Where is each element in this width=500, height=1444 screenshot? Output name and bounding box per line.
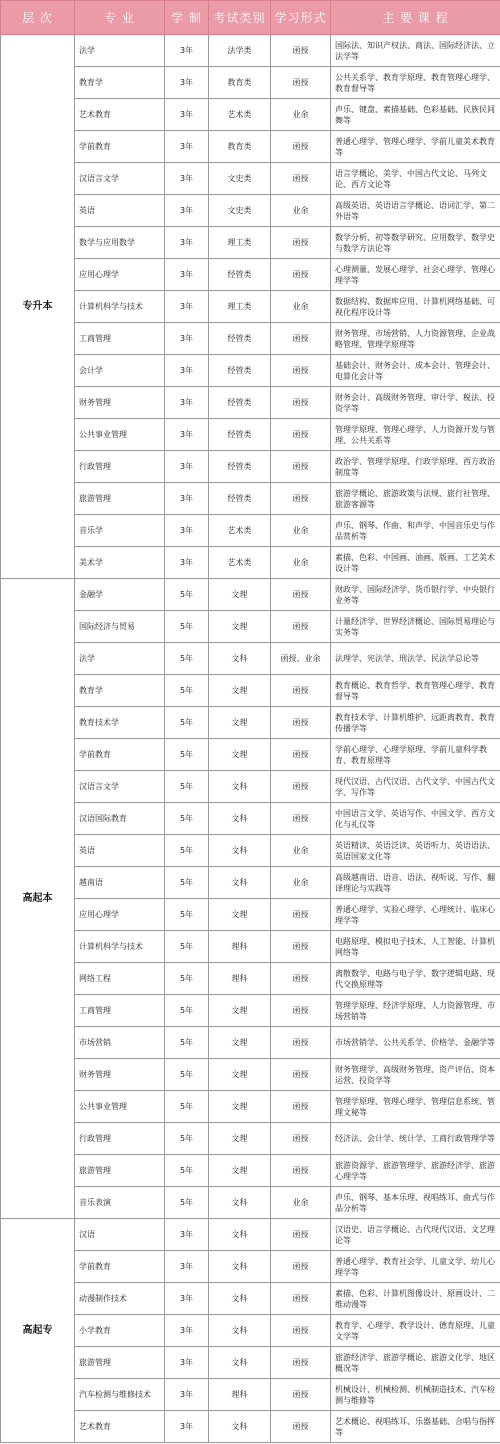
study-mode-cell: 函授 (271, 995, 331, 1027)
major-cell: 艺术教育 (75, 1411, 165, 1443)
duration-cell: 5年 (165, 803, 209, 835)
major-cell: 学前教育 (75, 739, 165, 771)
table-row (1, 451, 500, 483)
major-cell: 网络工程 (75, 963, 165, 995)
major-cell: 法学 (75, 35, 165, 67)
study-mode-cell: 业余 (271, 547, 331, 579)
courses-cell: 艺术概论、视唱练耳、乐器基础、合唱与指挥等 (331, 1411, 500, 1443)
courses-cell: 普通心理学、实验心理学、心理统计、临床心理学等 (331, 899, 500, 931)
study-mode-cell: 业余 (271, 835, 331, 867)
study-mode-cell: 函授 (271, 579, 331, 611)
table-row (1, 1251, 500, 1283)
major-cell: 旅游管理 (75, 1347, 165, 1379)
exam-category-cell: 文理 (209, 1123, 271, 1155)
duration-cell: 3年 (165, 547, 209, 579)
duration-cell: 5年 (165, 1091, 209, 1123)
courses-cell: 财务管理学、高级财务管理、资产评估、资本运营、投资学等 (331, 1059, 500, 1091)
exam-category-cell: 经管类 (209, 387, 271, 419)
courses-cell: 电路原理、模拟电子技术、人工智能、计算机网络等 (331, 931, 500, 963)
courses-cell: 素描、色彩、中国画、油画、版画、工艺美术设计等 (331, 547, 500, 579)
duration-cell: 3年 (165, 259, 209, 291)
duration-cell: 5年 (165, 1155, 209, 1187)
exam-category-cell: 经管类 (209, 483, 271, 515)
exam-category-cell: 教育类 (209, 131, 271, 163)
exam-category-cell: 文科 (209, 1347, 271, 1379)
table-row (1, 771, 500, 803)
table-row (1, 387, 500, 419)
study-mode-cell: 函授 (271, 899, 331, 931)
major-cell: 学前教育 (75, 131, 165, 163)
courses-cell: 基础会计、财务会计、成本会计、管理会计、电算化会计等 (331, 355, 500, 387)
major-cell: 法学 (75, 643, 165, 675)
duration-cell: 3年 (165, 35, 209, 67)
exam-category-cell: 文理 (209, 579, 271, 611)
courses-cell: 旅游资源学、旅游管理学、旅游经济学、旅游心理学等 (331, 1155, 500, 1187)
study-mode-cell: 函授 (271, 1027, 331, 1059)
major-cell: 旅游管理 (75, 1155, 165, 1187)
study-mode-cell: 业余 (271, 867, 331, 899)
duration-cell: 3年 (165, 195, 209, 227)
table-row (1, 995, 500, 1027)
major-cell: 旅游管理 (75, 483, 165, 515)
duration-cell: 5年 (165, 899, 209, 931)
exam-category-cell: 文科 (209, 835, 271, 867)
study-mode-cell: 函授、业余 (271, 643, 331, 675)
duration-cell: 3年 (165, 1379, 209, 1411)
exam-category-cell: 文理 (209, 1027, 271, 1059)
duration-cell: 5年 (165, 931, 209, 963)
exam-category-cell: 文理 (209, 707, 271, 739)
major-cell: 行政管理 (75, 1123, 165, 1155)
study-mode-cell: 函授 (271, 803, 331, 835)
duration-cell: 3年 (165, 355, 209, 387)
exam-category-cell: 文科 (209, 1315, 271, 1347)
table-row (1, 643, 500, 675)
exam-category-cell: 法学类 (209, 35, 271, 67)
header-study-mode: 学习形式 (271, 1, 331, 35)
table-row (1, 1347, 500, 1379)
major-cell: 数学与应用数学 (75, 227, 165, 259)
courses-cell: 财务会计、高级财务管理、审计学、税法、投资学等 (331, 387, 500, 419)
major-cell: 艺术教育 (75, 99, 165, 131)
courses-cell: 现代汉语、古代汉语、古代文学、中国古代文学、写作等 (331, 771, 500, 803)
duration-cell: 3年 (165, 131, 209, 163)
header-main-courses: 主 要 课 程 (331, 1, 500, 35)
exam-category-cell: 理科 (209, 963, 271, 995)
courses-cell: 旅游学概论、旅游政策与法规、旅行社管理、旅游客源等 (331, 483, 500, 515)
table-row (1, 1123, 500, 1155)
study-mode-cell: 函授 (271, 1379, 331, 1411)
study-mode-cell: 函授 (271, 771, 331, 803)
major-cell: 公共事业管理 (75, 419, 165, 451)
study-mode-cell: 函授 (271, 1251, 331, 1283)
exam-category-cell: 文理 (209, 899, 271, 931)
table-row (1, 739, 500, 771)
study-mode-cell: 函授 (271, 1315, 331, 1347)
courses-cell: 汉语史、语言学概论、古代现代汉语、文艺理论等 (331, 1219, 500, 1251)
exam-category-cell: 经管类 (209, 323, 271, 355)
study-mode-cell: 函授 (271, 163, 331, 195)
major-cell: 应用心理学 (75, 259, 165, 291)
duration-cell: 5年 (165, 579, 209, 611)
exam-category-cell: 经管类 (209, 419, 271, 451)
study-mode-cell: 函授 (271, 1059, 331, 1091)
courses-cell: 法理学、宪法学、刑法学、民法学总论等 (331, 643, 500, 675)
courses-cell: 心理测量、发展心理学、社会心理学、管理心理学等 (331, 259, 500, 291)
major-cell: 美术学 (75, 547, 165, 579)
major-cell: 汉语言文学 (75, 163, 165, 195)
major-cell: 国际经济与贸易 (75, 611, 165, 643)
study-mode-cell: 函授 (271, 483, 331, 515)
exam-category-cell: 文理 (209, 1091, 271, 1123)
table-row (1, 195, 500, 227)
table-row (1, 323, 500, 355)
duration-cell: 3年 (165, 1251, 209, 1283)
table-row (1, 1187, 500, 1219)
major-cell: 英语 (75, 195, 165, 227)
study-mode-cell: 函授 (271, 1347, 331, 1379)
major-cell: 英语 (75, 835, 165, 867)
table-row (1, 547, 500, 579)
courses-cell: 学前心理学、心理学原理、学前儿童科学教育、教育原理等 (331, 739, 500, 771)
table-row (1, 835, 500, 867)
courses-cell: 机械设计、机械检测、机械制造技术、汽车检测与维修等 (331, 1379, 500, 1411)
study-mode-cell: 函授 (271, 1283, 331, 1315)
study-mode-cell: 函授 (271, 739, 331, 771)
table-row (1, 515, 500, 547)
courses-cell: 离散数学、电路与电子学、数字逻辑电路、现代交换原理等 (331, 963, 500, 995)
table-row (1, 1315, 500, 1347)
duration-cell: 3年 (165, 323, 209, 355)
courses-cell: 中国语言文学、英语写作、中国文学、西方文化与礼仪等 (331, 803, 500, 835)
courses-cell: 公共关系学、教育学原理、教育管理心理学、教育督导等 (331, 67, 500, 99)
duration-cell: 5年 (165, 867, 209, 899)
exam-category-cell: 文科 (209, 643, 271, 675)
exam-category-cell: 经管类 (209, 259, 271, 291)
major-cell: 教育学 (75, 675, 165, 707)
courses-cell: 数学分析、初等数学研究、应用数学、数学史与数学方法论等 (331, 227, 500, 259)
duration-cell: 3年 (165, 419, 209, 451)
table-row (1, 355, 500, 387)
courses-cell: 声乐、钢琴、作曲、和声学、中国音乐史与作品赏析等 (331, 515, 500, 547)
major-cell: 汽车检测与维修技术 (75, 1379, 165, 1411)
exam-category-cell: 文科 (209, 771, 271, 803)
study-mode-cell: 函授 (271, 227, 331, 259)
exam-category-cell: 艺术类 (209, 515, 271, 547)
courses-cell: 普通心理学、管理心理学、学前儿童美术教育等 (331, 131, 500, 163)
duration-cell: 3年 (165, 1347, 209, 1379)
duration-cell: 3年 (165, 99, 209, 131)
duration-cell: 5年 (165, 963, 209, 995)
courses-cell: 教育技术学、计算机维护、远距离教育、教育传播学等 (331, 707, 500, 739)
duration-cell: 3年 (165, 387, 209, 419)
study-mode-cell: 函授 (271, 323, 331, 355)
exam-category-cell: 理科 (209, 1379, 271, 1411)
major-cell: 汉语国际教育 (75, 803, 165, 835)
major-cell: 汉语 (75, 1219, 165, 1251)
courses-cell: 经济法、会计学、统计学、工商行政管理学等 (331, 1123, 500, 1155)
study-mode-cell: 函授 (271, 963, 331, 995)
duration-cell: 5年 (165, 611, 209, 643)
major-cell: 音乐表演 (75, 1187, 165, 1219)
duration-cell: 5年 (165, 643, 209, 675)
study-mode-cell: 函授 (271, 35, 331, 67)
table-row (1, 707, 500, 739)
table-row (1, 131, 500, 163)
table-row (1, 163, 500, 195)
exam-category-cell: 经管类 (209, 451, 271, 483)
study-mode-cell: 函授 (271, 707, 331, 739)
courses-cell: 教育学、心理学、教学设计、德育原理、儿童文学等 (331, 1315, 500, 1347)
table-row (1, 899, 500, 931)
table-row (1, 291, 500, 323)
major-cell: 财务管理 (75, 387, 165, 419)
duration-cell: 5年 (165, 675, 209, 707)
study-mode-cell: 函授 (271, 1091, 331, 1123)
exam-category-cell: 文科 (209, 1411, 271, 1443)
exam-category-cell: 文理 (209, 1155, 271, 1187)
major-cell: 金融学 (75, 579, 165, 611)
table-row (1, 1379, 500, 1411)
table-row (1, 579, 500, 611)
header-row (1, 1, 500, 35)
table-row (1, 1027, 500, 1059)
exam-category-cell: 文史类 (209, 163, 271, 195)
study-mode-cell: 函授 (271, 355, 331, 387)
study-mode-cell: 函授 (271, 1411, 331, 1443)
duration-cell: 5年 (165, 707, 209, 739)
duration-cell: 3年 (165, 451, 209, 483)
courses-cell: 普通心理学、教育社会学、儿童文学、幼儿心理学等 (331, 1251, 500, 1283)
major-cell: 汉语言文学 (75, 771, 165, 803)
duration-cell: 3年 (165, 163, 209, 195)
table-row (1, 67, 500, 99)
courses-cell: 管理学原理、管理心理学、人力资源开发与管理、公共关系等 (331, 419, 500, 451)
major-cell: 工商管理 (75, 995, 165, 1027)
study-mode-cell: 函授 (271, 259, 331, 291)
study-mode-cell: 函授 (271, 1155, 331, 1187)
exam-category-cell: 文理 (209, 1059, 271, 1091)
table-row (1, 99, 500, 131)
exam-category-cell: 艺术类 (209, 547, 271, 579)
exam-category-cell: 理科 (209, 931, 271, 963)
exam-category-cell: 文理 (209, 739, 271, 771)
courses-cell: 数据结构、数据库应用、计算机网络基础、可视化程序设计等 (331, 291, 500, 323)
courses-cell: 管理学原理、管理心理学、管理信息系统、管理文秘等 (331, 1091, 500, 1123)
duration-cell: 3年 (165, 1283, 209, 1315)
table-row (1, 803, 500, 835)
major-cell: 计算机科学与技术 (75, 291, 165, 323)
courses-cell: 语言学概论、美学、中国古代文论、马列文论、西方文论等 (331, 163, 500, 195)
exam-category-cell: 理工类 (209, 291, 271, 323)
table-row (1, 1091, 500, 1123)
major-cell: 市场营销 (75, 1027, 165, 1059)
duration-cell: 3年 (165, 515, 209, 547)
major-cell: 小学教育 (75, 1315, 165, 1347)
duration-cell: 5年 (165, 739, 209, 771)
study-mode-cell: 函授 (271, 419, 331, 451)
major-cell: 财务管理 (75, 1059, 165, 1091)
major-cell: 公共事业管理 (75, 1091, 165, 1123)
study-mode-cell: 函授 (271, 131, 331, 163)
courses-cell: 声乐、键盘、素描基础、色彩基础、民族民间舞等 (331, 99, 500, 131)
courses-cell: 政治学、管理学原理、行政学原理、西方政治制度等 (331, 451, 500, 483)
study-mode-cell: 函授 (271, 611, 331, 643)
exam-category-cell: 文科 (209, 803, 271, 835)
duration-cell: 5年 (165, 771, 209, 803)
major-cell: 工商管理 (75, 323, 165, 355)
table-row (1, 1219, 500, 1251)
exam-category-cell: 文史类 (209, 195, 271, 227)
courses-cell: 市场营销学、公共关系学、价格学、金融学等 (331, 1027, 500, 1059)
study-mode-cell: 函授 (271, 1123, 331, 1155)
level-cell: 高起本 (1, 579, 75, 1219)
courses-cell: 财务管理、市场营销、人力资源管理、企业战略管理、管理学原理等 (331, 323, 500, 355)
major-cell: 动漫制作技术 (75, 1283, 165, 1315)
duration-cell: 3年 (165, 483, 209, 515)
duration-cell: 5年 (165, 995, 209, 1027)
major-cell: 行政管理 (75, 451, 165, 483)
major-cell: 应用心理学 (75, 899, 165, 931)
exam-category-cell: 经管类 (209, 355, 271, 387)
courses-cell: 国际法、知识产权法、商法、国际经济法、立法学等 (331, 35, 500, 67)
table-row (1, 1283, 500, 1315)
major-cell: 音乐学 (75, 515, 165, 547)
table-row (1, 1155, 500, 1187)
exam-category-cell: 文理 (209, 675, 271, 707)
major-cell: 会计学 (75, 355, 165, 387)
exam-category-cell: 艺术类 (209, 99, 271, 131)
study-mode-cell: 业余 (271, 515, 331, 547)
courses-cell: 教育概论、教育哲学、教育管理心理学、教育督导等 (331, 675, 500, 707)
exam-category-cell: 文科 (209, 867, 271, 899)
duration-cell: 5年 (165, 1187, 209, 1219)
study-mode-cell: 业余 (271, 99, 331, 131)
table-header (1, 1, 500, 35)
study-mode-cell: 函授 (271, 931, 331, 963)
table-row (1, 675, 500, 707)
exam-category-cell: 文科 (209, 1187, 271, 1219)
courses-cell: 财政学、国际经济学、货币银行学、中央银行业务等 (331, 579, 500, 611)
header-exam-category: 考试类别 (209, 1, 271, 35)
study-mode-cell: 函授 (271, 67, 331, 99)
courses-cell: 英语精读、英语泛读、英语听力、英语语法、英语国家文化等 (331, 835, 500, 867)
duration-cell: 3年 (165, 227, 209, 259)
exam-category-cell: 文科 (209, 1219, 271, 1251)
table-body (1, 35, 500, 1443)
header-duration: 学 制 (165, 1, 209, 35)
courses-cell: 计量经济学、世界经济概论、国际贸易理论与实务等 (331, 611, 500, 643)
exam-category-cell: 文理 (209, 995, 271, 1027)
exam-category-cell: 教育类 (209, 67, 271, 99)
duration-cell: 5年 (165, 835, 209, 867)
courses-cell: 高级英语、英语语言学概论、语词汇学、第二外语等 (331, 195, 500, 227)
header-major: 专 业 (75, 1, 165, 35)
study-mode-cell: 函授 (271, 387, 331, 419)
table-row (1, 483, 500, 515)
major-cell: 学前教育 (75, 1251, 165, 1283)
exam-category-cell: 文理 (209, 611, 271, 643)
exam-category-cell: 文科 (209, 1251, 271, 1283)
table-row (1, 867, 500, 899)
study-mode-cell: 业余 (271, 1187, 331, 1219)
major-cell: 教育技术学 (75, 707, 165, 739)
exam-category-cell: 文科 (209, 1283, 271, 1315)
table-row (1, 963, 500, 995)
table-row (1, 227, 500, 259)
duration-cell: 3年 (165, 1315, 209, 1347)
study-mode-cell: 业余 (271, 291, 331, 323)
table-row (1, 419, 500, 451)
courses-cell: 素描、色彩、计算机图像设计、原画设计、二维动漫等 (331, 1283, 500, 1315)
duration-cell: 3年 (165, 67, 209, 99)
header-level: 层 次 (1, 1, 75, 35)
courses-cell: 管理学原理、经济学原理、人力资源管理、市场营销等 (331, 995, 500, 1027)
table-row (1, 1411, 500, 1443)
major-cell: 越南语 (75, 867, 165, 899)
courses-cell: 高级越南语、语音、语法、视听说、写作、翻译理论与实践等 (331, 867, 500, 899)
table-row (1, 931, 500, 963)
duration-cell: 3年 (165, 291, 209, 323)
duration-cell: 5年 (165, 1123, 209, 1155)
courses-cell: 旅游经济学、旅游学概论、旅游文化学、地区概况等 (331, 1347, 500, 1379)
major-cell: 计算机科学与技术 (75, 931, 165, 963)
table-row (1, 611, 500, 643)
major-cell: 教育学 (75, 67, 165, 99)
table-row (1, 259, 500, 291)
level-cell: 高起专 (1, 1219, 75, 1443)
study-mode-cell: 业余 (271, 195, 331, 227)
study-mode-cell: 函授 (271, 675, 331, 707)
table-row (1, 35, 500, 67)
study-mode-cell: 函授 (271, 1219, 331, 1251)
duration-cell: 3年 (165, 1411, 209, 1443)
level-cell: 专升本 (1, 35, 75, 579)
exam-category-cell: 理工类 (209, 227, 271, 259)
study-mode-cell: 函授 (271, 451, 331, 483)
duration-cell: 5年 (165, 1059, 209, 1091)
duration-cell: 3年 (165, 1219, 209, 1251)
table-row (1, 1059, 500, 1091)
courses-cell: 声乐、钢琴、基本乐理、视唱练耳、曲式与作品分析等 (331, 1187, 500, 1219)
duration-cell: 5年 (165, 1027, 209, 1059)
